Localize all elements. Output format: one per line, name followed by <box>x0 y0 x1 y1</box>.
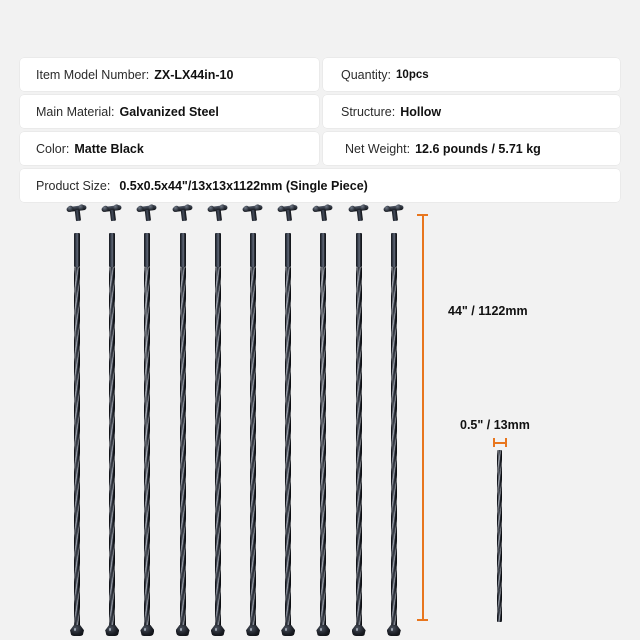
baluster-shaft <box>320 267 326 628</box>
baluster-base-shoe <box>352 625 366 636</box>
baluster-shaft <box>109 267 115 628</box>
width-measure-bracket <box>493 438 507 447</box>
baluster-shaft <box>144 267 150 628</box>
baluster-top-shoe <box>65 204 89 222</box>
baluster-top-shoe <box>136 204 160 222</box>
shoe-neck <box>74 210 81 222</box>
baluster-shaft <box>391 267 397 628</box>
spec-cell-item-model-number <box>20 58 319 91</box>
baluster-top-shoe <box>241 204 265 222</box>
spec-label: Quantity: <box>341 67 392 82</box>
baluster <box>172 205 194 628</box>
baluster-base-shoe <box>176 625 190 636</box>
spec-row <box>20 169 620 202</box>
baluster-base-shoe <box>140 625 154 636</box>
spec-cell-structure <box>323 95 620 128</box>
spec-label: Item Model Number: <box>36 67 150 82</box>
spec-label: Net Weight: <box>345 141 411 156</box>
baluster-top-shoe <box>382 204 406 222</box>
baluster-base-shoe <box>387 625 401 636</box>
baluster-plain-segment <box>320 233 326 267</box>
spec-cell-color <box>20 132 319 165</box>
height-dimension-label: 44" / 1122mm <box>448 304 528 318</box>
spec-value: 0.5x0.5x44"/13x13x1122mm (Single Piece) <box>119 178 368 193</box>
spec-value: Hollow <box>400 104 442 119</box>
baluster-shaft <box>215 267 221 628</box>
height-measure-line <box>421 214 424 621</box>
baluster-shaft <box>180 267 186 628</box>
baluster-base-shoe <box>281 625 295 636</box>
baluster <box>242 205 264 628</box>
shoe-screw-boss <box>173 205 180 212</box>
spec-label: Structure: <box>341 104 396 119</box>
shoe-neck <box>285 210 292 222</box>
baluster-shaft <box>285 267 291 628</box>
base-highlight <box>180 628 182 631</box>
spec-label: Product Size: <box>36 178 111 193</box>
product-photo <box>0 205 640 640</box>
shoe-neck <box>180 210 187 222</box>
base-highlight <box>356 628 358 631</box>
sample-baluster-piece <box>494 450 506 622</box>
baluster-shaft <box>74 267 80 628</box>
shoe-neck <box>109 210 116 222</box>
shoe-neck <box>356 210 363 222</box>
baluster-top-shoe <box>276 204 300 222</box>
baluster <box>312 205 334 628</box>
shoe-neck <box>321 210 328 222</box>
baluster <box>383 205 405 628</box>
spec-value: 10pcs <box>396 68 429 81</box>
base-highlight <box>215 628 217 631</box>
spec-row <box>20 95 620 128</box>
baluster-plain-segment <box>391 233 397 267</box>
spec-cell-quantity <box>323 58 620 91</box>
spec-cell-main-material <box>20 95 319 128</box>
baluster-plain-segment <box>215 233 221 267</box>
measure-cap-bottom <box>417 619 428 621</box>
baluster-top-shoe <box>171 204 195 222</box>
base-highlight <box>391 628 393 631</box>
shoe-neck <box>215 210 222 222</box>
baluster <box>101 205 123 628</box>
base-highlight <box>74 628 76 631</box>
baluster-shaft <box>497 450 502 622</box>
baluster <box>66 205 88 628</box>
baluster-shaft <box>250 267 256 628</box>
spec-value: ZX-LX44in-10 <box>154 67 234 82</box>
spec-value: Matte Black <box>74 141 144 156</box>
baluster-plain-segment <box>285 233 291 267</box>
spec-label: Main Material: <box>36 104 115 119</box>
spec-row <box>20 58 620 91</box>
baluster-plain-segment <box>74 233 80 267</box>
width-dimension-label: 0.5" / 13mm <box>460 418 530 432</box>
spec-row <box>20 132 620 165</box>
baluster-shaft <box>356 267 362 628</box>
baluster <box>277 205 299 628</box>
measure-rule <box>422 214 424 621</box>
baluster-base-shoe <box>70 625 84 636</box>
shoe-neck <box>145 210 152 222</box>
shoe-neck <box>250 210 257 222</box>
baluster-base-shoe <box>105 625 119 636</box>
baluster-base-shoe <box>246 625 260 636</box>
base-highlight <box>250 628 252 631</box>
baluster-top-shoe <box>347 204 371 222</box>
baluster-plain-segment <box>180 233 186 267</box>
baluster-plain-segment <box>144 233 150 267</box>
baluster-top-shoe <box>100 204 124 222</box>
shoe-neck <box>391 210 398 222</box>
spec-cell-net-weight <box>323 132 620 165</box>
baluster-top-shoe <box>206 204 230 222</box>
baluster-base-shoe <box>211 625 225 636</box>
baluster-plain-segment <box>250 233 256 267</box>
baluster-plain-segment <box>356 233 362 267</box>
baluster <box>348 205 370 628</box>
measure-cap-right <box>505 438 507 447</box>
spec-table <box>20 58 620 206</box>
spec-cell-product-size <box>20 169 620 202</box>
shoe-screw-boss <box>349 205 356 212</box>
baluster-base-shoe <box>316 625 330 636</box>
spec-label: Color: <box>36 141 70 156</box>
baluster-plain-segment <box>109 233 115 267</box>
spec-value: 12.6 pounds / 5.71 kg <box>415 141 541 156</box>
spec-value: Galvanized Steel <box>119 104 219 119</box>
baluster-top-shoe <box>312 204 336 222</box>
baluster <box>136 205 158 628</box>
baluster <box>207 205 229 628</box>
